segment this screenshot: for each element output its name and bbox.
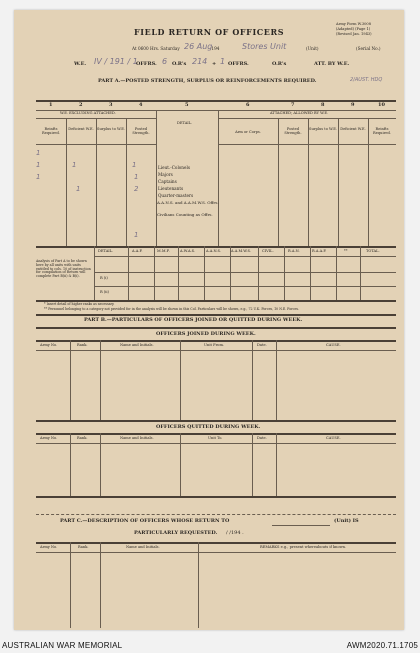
col-divider-3 [126, 118, 127, 246]
right-col-header-arm: Arm or Corps. [235, 130, 261, 134]
part-b-heading: PART B.—PARTICULARS OF OFFICERS JOINED OR QUITTED DURING WEEK. [84, 317, 303, 323]
col-number-2: 2 [79, 102, 83, 108]
quitted-div-1 [70, 433, 71, 496]
part-b-title-rule [36, 327, 396, 329]
col-divider-1 [66, 118, 67, 246]
part-a-bottom-rule [36, 246, 396, 248]
part-a-top-rule [36, 100, 396, 102]
quitted-bottom-rule [36, 496, 396, 498]
right-group-header: ATTACHED; ALLOWED BY W.E. [270, 111, 329, 115]
part-b-top-rule [36, 314, 396, 316]
detail-row-civilians: Civilians Counting as Offrs. [157, 212, 213, 217]
analysis-header-civil: CIVIL. [262, 249, 274, 253]
part-a-heading: PART A.—POSTED STRENGTH, SURPLUS OR REINFORCEMENTS REQUIRED. [98, 78, 317, 84]
col-number-7: 7 [291, 102, 295, 108]
analysis-header-awas: A.W.A.S. [180, 249, 196, 253]
joined-col-unit-from: Unit From. [204, 343, 225, 347]
hw-mark-4: 1 [72, 161, 77, 169]
analysis-div-9 [336, 246, 337, 300]
at-date-year: /194 [210, 46, 220, 51]
offrs2-label: OFFRS. [228, 61, 249, 67]
analysis-div-10 [360, 246, 361, 300]
analysis-header-aaf: A.A.F. [132, 249, 143, 253]
analysis-header-aans: A.A.N.S. [206, 249, 222, 253]
detail-row-lieutenants: Lieutenants [158, 186, 184, 191]
analysis-row-r1: R (i) [100, 276, 108, 280]
joined-col-cause: CAUSE. [326, 343, 341, 347]
handwritten-offrs: 6 [162, 57, 168, 66]
analysis-header-raaf: R.A.A.F. [312, 249, 327, 253]
army-form-adapted: (Adapted) (Page 1) [336, 27, 371, 31]
unit-label: (Unit) [306, 46, 319, 51]
ors-label: O.R's [172, 61, 187, 67]
quitted-header-top-rule [36, 433, 396, 435]
analysis-div-6 [258, 246, 259, 300]
quitted-title: OFFICERS QUITTED DURING WEEK. [156, 424, 261, 430]
hw-mark-2: 1 [36, 161, 41, 169]
analysis-div-8 [310, 246, 311, 300]
footer-institution: AUSTRALIAN WAR MEMORIAL [2, 641, 123, 650]
joined-header-top-rule [36, 340, 396, 342]
quitted-div-4 [252, 433, 253, 496]
joined-bottom-rule [36, 420, 396, 422]
quitted-col-army-no: Army No. [40, 436, 58, 440]
serial-no-label: (Serial No.) [356, 46, 381, 51]
col-number-8: 8 [321, 102, 325, 108]
part-c-col-rank: Rank. [78, 545, 89, 549]
col-number-1: 1 [49, 102, 53, 108]
hw-mark-5: 1 [76, 185, 81, 193]
hw-mark-6: 1 [132, 161, 137, 169]
part-c-header-top-rule [36, 542, 396, 544]
part-c-col-name: Name and Initials. [126, 545, 160, 549]
analysis-header-mmf: M.M.F. [157, 249, 170, 253]
analysis-header-detail: DETAIL. [98, 249, 114, 253]
analysis-row-r2: R (ii) [100, 290, 109, 294]
col-divider-6 [278, 118, 279, 246]
left-col-header-posted: Posted Strength. [132, 127, 150, 136]
analysis-header-ran: R.A.N. [288, 249, 300, 253]
at-hours-line: At 0600 Hrs. Saturday [132, 46, 180, 51]
joined-header-bottom-rule [36, 350, 396, 351]
hw-mark-3: 1 [36, 173, 41, 181]
detail-row-nursing: A.A.N.S. and A.A.M.W.S. Offrs. [157, 200, 219, 205]
detail-row-majors: Majors [158, 172, 173, 177]
part-c-unit-is: (Unit) IS [334, 518, 359, 524]
plus-sign: + [212, 61, 217, 67]
part-c-date-blank: / /194 . [226, 530, 244, 536]
hw-mark-9: 1 [134, 231, 139, 239]
analysis-div-4 [204, 246, 205, 300]
quitted-col-cause: CAUSE. [326, 436, 341, 440]
handwritten-date: 26 Aug [184, 42, 213, 51]
detail-row-quartermasters: Quarter-masters [158, 193, 194, 198]
col-number-10: 10 [378, 102, 385, 108]
part-c-requested: PARTICULARLY REQUESTED. [134, 530, 218, 536]
analysis-div-5 [230, 246, 231, 300]
analysis-row1-rule [94, 272, 396, 273]
part-a-right-group-rule [218, 118, 396, 119]
ors2-label: O.R's [272, 61, 287, 67]
left-col-header-surplus: Surplus to W.E. [97, 127, 125, 131]
col-divider-2 [96, 118, 97, 246]
analysis-header-total: TOTAL. [366, 249, 380, 253]
handwritten-part-a-note: 2/AUST. HDQ [350, 77, 383, 83]
joined-div-2 [100, 340, 101, 420]
offrs-label: OFFRS. [136, 61, 157, 67]
part-c-div-1 [70, 542, 71, 628]
left-col-header-deficient: Deficient W.E. [68, 127, 94, 131]
analysis-div-2 [154, 246, 155, 300]
footnote-2: ** Personnel belonging to a category not provided for in the analysis will be shown in this Col. Particulars will be shown, e.g., 72 U.K. Forces, 10 N.E. Forces. [44, 307, 299, 311]
analysis-div-3 [178, 246, 179, 300]
detail-row-captains: Captains [158, 179, 177, 184]
analysis-header-rule [94, 256, 396, 257]
joined-div-1 [70, 340, 71, 420]
handwritten-ors: 214 [192, 57, 208, 66]
joined-col-rank: Rank. [77, 343, 88, 347]
analysis-header-other: ** [344, 249, 348, 253]
part-a-right-header-rule [218, 144, 396, 145]
analysis-row2-rule [94, 286, 396, 287]
part-c-div-3 [198, 542, 199, 628]
army-form-revised: (Revised Jan. 1943) [336, 32, 372, 36]
col-number-5: 5 [185, 102, 189, 108]
joined-col-date: Date. [257, 343, 267, 347]
part-c-top-rule [36, 514, 396, 515]
part-c-header-bottom-rule [36, 552, 396, 553]
col-number-3: 3 [109, 102, 113, 108]
hw-mark-7: 1 [134, 173, 139, 181]
right-col-header-reinfts: Reinfts Required. [373, 127, 391, 136]
analysis-div-0 [94, 246, 95, 300]
handwritten-offrs2: 1 [220, 57, 226, 66]
quitted-col-unit-to: Unit To. [208, 436, 223, 440]
quitted-div-3 [180, 433, 181, 496]
right-col-header-surplus: Surplus to W.E. [309, 127, 337, 131]
quitted-col-date: Date. [257, 436, 267, 440]
hw-mark-8: 2 [134, 185, 139, 193]
form-title: FIELD RETURN OF OFFICERS [134, 27, 285, 37]
joined-title: OFFICERS JOINED DURING WEEK. [156, 331, 256, 337]
analysis-note: Analysis of Part A to be shown here by all units with units entitled to cols. 10 of instruction for compilation of Return will complete Part B(ii) & B(i). [36, 259, 91, 279]
hw-mark-1: 1 [36, 149, 41, 157]
part-c-col-remarks: REMARKS e.g., present whereabouts if known. [260, 545, 347, 549]
left-group-header: W.E. EXCLUDING ATTACHED. [60, 111, 116, 115]
quitted-col-name: Name and Initials. [120, 436, 154, 440]
quitted-div-5 [276, 433, 277, 496]
part-c-div-2 [100, 542, 101, 628]
form-sheet [14, 10, 404, 630]
right-col-header-deficient: Deficient W.E. [340, 127, 366, 131]
quitted-col-rank: Rank. [77, 436, 88, 440]
analysis-div-7 [284, 246, 285, 300]
col-divider-8 [338, 118, 339, 246]
col-number-4: 4 [139, 102, 143, 108]
footnote-1: * Insert detail of higher ranks as necessary. [44, 302, 115, 306]
col-number-9: 9 [351, 102, 355, 108]
right-col-header-posted: Posted Strength. [284, 127, 302, 136]
col-divider-7 [308, 118, 309, 246]
left-col-header-reinfts: Reinfts Required. [42, 127, 60, 136]
joined-div-3 [180, 340, 181, 420]
analysis-div-1 [128, 246, 129, 300]
col-number-6: 6 [246, 102, 250, 108]
quitted-header-bottom-rule [36, 443, 396, 444]
army-form-number: Army Form W.3008 [336, 22, 371, 26]
col-divider-4 [156, 110, 157, 246]
joined-col-army-no: Army No. [40, 343, 58, 347]
analysis-header-aamws: A.A.M.W.S. [231, 249, 251, 253]
att-by-we-label: ATT. BY W.E. [314, 61, 350, 67]
part-c-heading: PART C.—DESCRIPTION OF OFFICERS WHOSE RETURN TO [60, 518, 230, 524]
quitted-div-2 [100, 433, 101, 496]
col-divider-9 [368, 118, 369, 246]
part-c-col-army-no: Army No. [40, 545, 58, 549]
handwritten-we: IV / 191 / 1 [94, 57, 138, 66]
joined-div-5 [276, 340, 277, 420]
we-label: W.E. [74, 61, 87, 67]
detail-header: DETAIL. [177, 121, 193, 125]
part-c-unit-blank [272, 525, 330, 526]
detail-row-lieut-colonels: Lieut.-Colonels [158, 165, 190, 170]
handwritten-unit: Stores Unit [242, 42, 287, 51]
footer-accession-number: AWM2020.71.1705 [346, 641, 418, 650]
joined-col-name: Name and Initials. [120, 343, 154, 347]
joined-div-4 [252, 340, 253, 420]
